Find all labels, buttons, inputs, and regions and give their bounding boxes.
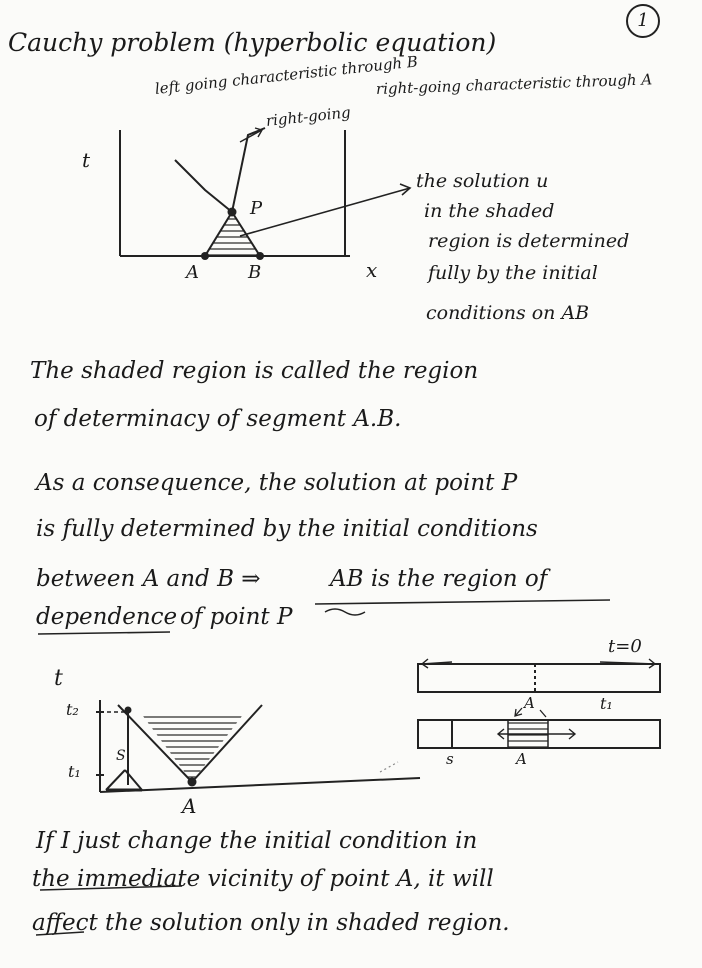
para2-line1: As a consequence, the solution at point P <box>36 470 518 496</box>
point-a-dot <box>201 252 209 260</box>
point-a-label: A <box>186 262 199 283</box>
page-title: Cauchy problem (hyperbolic equation) <box>8 28 497 57</box>
right-going-characteristic-label: right-going characteristic through A <box>375 70 653 98</box>
para2-dependence: dependence <box>36 604 178 630</box>
para1-line2: of determinacy of segment A.B. <box>34 406 402 432</box>
fig3-s-label: s <box>446 750 454 768</box>
dependence-underline <box>38 632 170 634</box>
para2-line2: is fully determined by the initial conditions <box>36 516 538 542</box>
fig3-a-top-label: A <box>524 694 535 712</box>
point-p-dot <box>228 208 237 217</box>
point-b-label: B <box>248 262 262 283</box>
ab-region-underline <box>315 600 610 604</box>
para2-line3a: between A and B ⇒ <box>36 566 261 592</box>
t-axis-label: t <box>82 148 91 172</box>
fig3-t1-label: t₁ <box>600 694 613 713</box>
para3-line3: affect the solution only in shaded region. <box>32 910 510 936</box>
fig2-t-label: t <box>54 666 63 691</box>
x-axis-label: x <box>366 258 378 282</box>
fig2-s-label: S <box>116 748 126 764</box>
page-number: 1 <box>626 4 660 38</box>
annotation-arrow <box>240 188 410 236</box>
para3-line1: If I just change the initial condition in <box>36 828 478 854</box>
annotation-line: conditions on AB <box>426 302 590 324</box>
annotation-line: in the shaded <box>424 200 555 222</box>
annotation-line: the solution u <box>416 170 549 192</box>
fig2-shaded-cone <box>140 712 245 782</box>
fig2-point-a-dot <box>188 778 197 787</box>
para2-line3b: AB is the region of <box>330 566 548 592</box>
fig2-t1-label: t₁ <box>68 762 81 781</box>
point-b-dot <box>256 252 264 260</box>
para2-line4b: of point P <box>180 604 293 630</box>
fig3-a-bottom-label: A <box>516 750 527 768</box>
right-going-label: right-going <box>265 103 352 130</box>
fig2-a-label: A <box>182 794 197 818</box>
annotation-line: fully by the initial <box>428 262 598 284</box>
fig2-x-axis-line <box>100 778 420 792</box>
para3-line2: the immediate vicinity of point A, it will <box>32 866 494 892</box>
fig3-t0-label: t=0 <box>608 636 642 657</box>
left-going-label: left going characteristic through B <box>154 52 419 98</box>
para1-line1: The shaded region is called the region <box>30 358 479 384</box>
annotation-line: region is determined <box>428 230 630 252</box>
fig3-bar-top <box>418 664 660 692</box>
fig2-t2-label: t₂ <box>66 700 79 719</box>
point-p-label: P <box>250 198 263 219</box>
